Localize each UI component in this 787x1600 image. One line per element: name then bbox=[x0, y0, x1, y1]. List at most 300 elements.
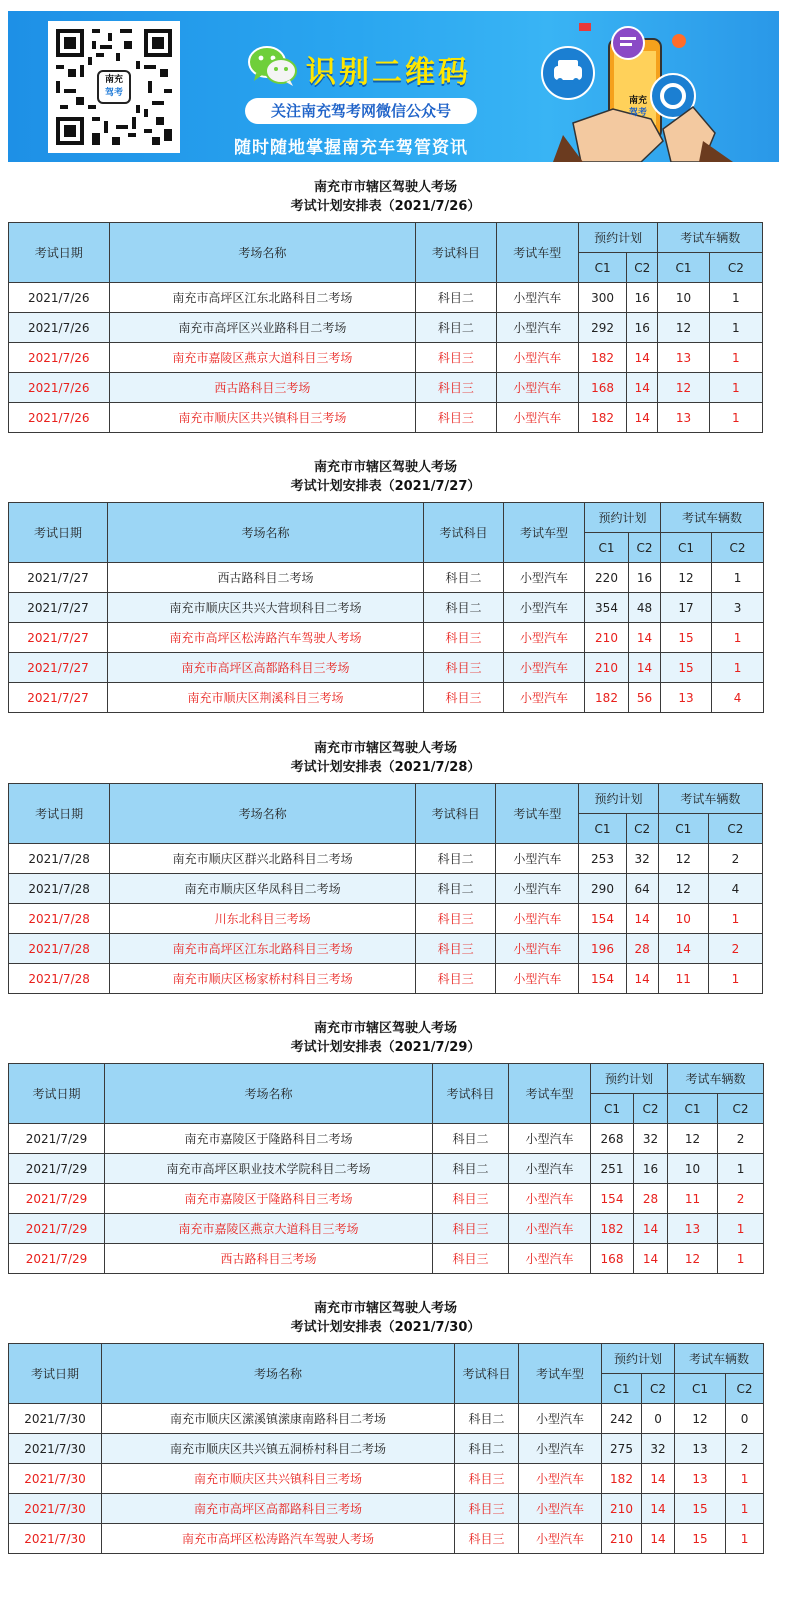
cell-plan-c2: 14 bbox=[626, 904, 658, 934]
cell-plan-c1: 210 bbox=[585, 623, 629, 653]
section-title: 南充市市辖区驾驶人考场 bbox=[313, 741, 457, 756]
cell-venue: 南充市顺庆区华凤科目二考场 bbox=[110, 874, 416, 904]
section-title: 南充市市辖区驾驶人考场 bbox=[313, 1021, 457, 1036]
cell-car-c2: 0 bbox=[726, 1404, 764, 1434]
header-subject: 考试科目 bbox=[433, 1064, 509, 1124]
section-subtitle: 考试计划安排表（2021/7/30） bbox=[290, 1320, 481, 1335]
cell-venue: 南充市嘉陵区燕京大道科目三考场 bbox=[105, 1214, 433, 1244]
header-plan-c2: C2 bbox=[642, 1374, 675, 1404]
section-subtitle: 考试计划安排表（2021/7/26） bbox=[290, 199, 481, 214]
cell-plan-c2: 64 bbox=[626, 874, 658, 904]
header-plan-c2: C2 bbox=[629, 533, 661, 563]
table-row bbox=[9, 283, 763, 313]
schedule-table bbox=[8, 1343, 764, 1554]
cell-subject: 科目三 bbox=[416, 964, 496, 994]
cell-vehicle: 小型汽车 bbox=[496, 313, 578, 343]
cell-date: 2021/7/27 bbox=[9, 653, 108, 683]
header-cars-c1: C1 bbox=[658, 814, 708, 844]
cell-venue: 川东北科目三考场 bbox=[110, 904, 416, 934]
cell-date: 2021/7/29 bbox=[9, 1124, 105, 1154]
cell-car-c2: 1 bbox=[709, 403, 762, 433]
header-date: 考试日期 bbox=[9, 1064, 105, 1124]
table-row bbox=[9, 373, 763, 403]
cell-car-c1: 12 bbox=[675, 1404, 726, 1434]
cell-car-c1: 13 bbox=[668, 1214, 718, 1244]
cell-car-c2: 1 bbox=[718, 1214, 764, 1244]
header-cars: 考试车辆数 bbox=[675, 1344, 764, 1374]
cell-plan-c2: 14 bbox=[634, 1244, 668, 1274]
header-vehicle: 考试车型 bbox=[519, 1344, 602, 1404]
cell-car-c2: 1 bbox=[709, 313, 762, 343]
cell-car-c2: 1 bbox=[709, 283, 762, 313]
cell-subject: 科目三 bbox=[424, 623, 504, 653]
cell-car-c2: 1 bbox=[726, 1464, 764, 1494]
cell-vehicle: 小型汽车 bbox=[509, 1214, 591, 1244]
header-row bbox=[9, 1064, 764, 1094]
cell-car-c1: 15 bbox=[661, 653, 712, 683]
cell-plan-c1: 196 bbox=[579, 934, 626, 964]
table-row bbox=[9, 683, 764, 713]
schedule-section bbox=[8, 1299, 763, 1554]
table-row bbox=[9, 623, 764, 653]
cell-car-c2: 1 bbox=[726, 1494, 764, 1524]
table-row bbox=[9, 1494, 764, 1524]
cell-vehicle: 小型汽车 bbox=[496, 964, 579, 994]
cell-venue: 南充市顺庆区群兴北路科目二考场 bbox=[110, 844, 416, 874]
cell-car-c2: 3 bbox=[712, 593, 764, 623]
cell-date: 2021/7/26 bbox=[9, 313, 110, 343]
header-cars: 考试车辆数 bbox=[658, 784, 762, 814]
table-row bbox=[9, 1524, 764, 1554]
cell-subject: 科目三 bbox=[424, 683, 504, 713]
banner-subtitle: 随时随地掌握南充车驾管资讯 bbox=[234, 138, 468, 158]
qr-code[interactable] bbox=[48, 21, 180, 153]
cell-date: 2021/7/28 bbox=[9, 874, 110, 904]
header-subject: 考试科目 bbox=[416, 784, 496, 844]
cell-subject: 科目二 bbox=[455, 1434, 519, 1464]
phone-illustration bbox=[523, 11, 779, 162]
header-venue: 考场名称 bbox=[105, 1064, 433, 1124]
cell-car-c1: 15 bbox=[675, 1524, 726, 1554]
cell-date: 2021/7/28 bbox=[9, 964, 110, 994]
cell-vehicle: 小型汽车 bbox=[496, 874, 579, 904]
cell-date: 2021/7/29 bbox=[9, 1214, 105, 1244]
cell-venue: 南充市高坪区松涛路汽车驾驶人考场 bbox=[102, 1524, 455, 1554]
cell-car-c1: 12 bbox=[668, 1244, 718, 1274]
cell-venue: 南充市高坪区高都路科目三考场 bbox=[108, 653, 424, 683]
header-cars: 考试车辆数 bbox=[658, 223, 763, 253]
cell-subject: 科目三 bbox=[455, 1524, 519, 1554]
cell-car-c1: 11 bbox=[668, 1184, 718, 1214]
cell-plan-c1: 251 bbox=[591, 1154, 634, 1184]
promo-banner bbox=[8, 11, 779, 162]
cell-date: 2021/7/28 bbox=[9, 934, 110, 964]
cell-plan-c1: 154 bbox=[579, 964, 626, 994]
table-row bbox=[9, 1124, 764, 1154]
header-cars-c2: C2 bbox=[712, 533, 764, 563]
cell-car-c2: 4 bbox=[712, 683, 764, 713]
cell-subject: 科目三 bbox=[433, 1184, 509, 1214]
cell-vehicle: 小型汽车 bbox=[496, 403, 578, 433]
section-title: 南充市市辖区驾驶人考场 bbox=[313, 460, 457, 475]
cell-car-c2: 2 bbox=[718, 1124, 764, 1154]
schedule-table bbox=[8, 502, 764, 713]
cell-car-c2: 1 bbox=[712, 653, 764, 683]
header-subject: 考试科目 bbox=[416, 223, 496, 283]
cell-vehicle: 小型汽车 bbox=[504, 593, 585, 623]
cell-car-c2: 1 bbox=[708, 964, 762, 994]
header-date: 考试日期 bbox=[9, 223, 110, 283]
header-row bbox=[9, 223, 763, 253]
cell-car-c1: 17 bbox=[661, 593, 712, 623]
phone-label-line2: 驾考 bbox=[628, 108, 647, 118]
schedule-table bbox=[8, 783, 763, 994]
phone-label-line1: 南充 bbox=[628, 96, 647, 106]
cell-venue: 南充市高坪区职业技术学院科目二考场 bbox=[105, 1154, 433, 1184]
wechat-icon bbox=[248, 45, 298, 87]
cell-plan-c1: 210 bbox=[602, 1494, 642, 1524]
cell-car-c2: 1 bbox=[712, 563, 764, 593]
cell-venue: 南充市顺庆区共兴镇五洞桥村科目二考场 bbox=[102, 1434, 455, 1464]
cell-plan-c1: 210 bbox=[585, 653, 629, 683]
header-cars-c1: C1 bbox=[658, 253, 709, 283]
header-plan-c1: C1 bbox=[602, 1374, 642, 1404]
cell-plan-c2: 14 bbox=[627, 373, 658, 403]
cell-vehicle: 小型汽车 bbox=[509, 1154, 591, 1184]
table-row bbox=[9, 563, 764, 593]
cell-plan-c2: 14 bbox=[627, 403, 658, 433]
cell-plan-c1: 154 bbox=[579, 904, 626, 934]
cell-car-c2: 1 bbox=[718, 1154, 764, 1184]
header-plan: 预约计划 bbox=[591, 1064, 668, 1094]
cell-vehicle: 小型汽车 bbox=[509, 1124, 591, 1154]
header-cars-c2: C2 bbox=[726, 1374, 764, 1404]
header-plan: 预约计划 bbox=[578, 223, 657, 253]
cell-car-c1: 10 bbox=[658, 283, 709, 313]
cell-vehicle: 小型汽车 bbox=[509, 1244, 591, 1274]
cell-vehicle: 小型汽车 bbox=[496, 904, 579, 934]
header-cars-c2: C2 bbox=[709, 253, 762, 283]
table-row bbox=[9, 1184, 764, 1214]
table-row bbox=[9, 1214, 764, 1244]
header-plan: 预约计划 bbox=[579, 784, 658, 814]
cell-car-c1: 13 bbox=[675, 1464, 726, 1494]
cell-plan-c1: 268 bbox=[591, 1124, 634, 1154]
banner-title: 识别二维码 bbox=[306, 55, 471, 90]
header-date: 考试日期 bbox=[9, 784, 110, 844]
cell-date: 2021/7/26 bbox=[9, 373, 110, 403]
cell-date: 2021/7/27 bbox=[9, 563, 108, 593]
cell-venue: 西古路科目二考场 bbox=[108, 563, 424, 593]
table-row bbox=[9, 1464, 764, 1494]
cell-plan-c1: 182 bbox=[578, 343, 626, 373]
cell-car-c1: 12 bbox=[658, 844, 708, 874]
cell-subject: 科目三 bbox=[433, 1214, 509, 1244]
cell-plan-c2: 32 bbox=[634, 1124, 668, 1154]
header-date: 考试日期 bbox=[9, 503, 108, 563]
cell-subject: 科目三 bbox=[416, 904, 496, 934]
cell-subject: 科目三 bbox=[416, 343, 496, 373]
cell-vehicle: 小型汽车 bbox=[496, 934, 579, 964]
cell-car-c1: 12 bbox=[661, 563, 712, 593]
cell-car-c1: 12 bbox=[658, 313, 709, 343]
cell-vehicle: 小型汽车 bbox=[519, 1494, 602, 1524]
cell-car-c2: 2 bbox=[726, 1434, 764, 1464]
table-row bbox=[9, 934, 763, 964]
qr-logo-line1: 南充 bbox=[104, 75, 123, 85]
cell-subject: 科目三 bbox=[455, 1464, 519, 1494]
cell-plan-c2: 48 bbox=[629, 593, 661, 623]
header-cars-c2: C2 bbox=[708, 814, 762, 844]
cell-plan-c2: 16 bbox=[634, 1154, 668, 1184]
cell-date: 2021/7/26 bbox=[9, 283, 110, 313]
table-row bbox=[9, 844, 763, 874]
cell-plan-c1: 168 bbox=[578, 373, 626, 403]
cell-plan-c1: 182 bbox=[591, 1214, 634, 1244]
header-plan-c2: C2 bbox=[626, 814, 658, 844]
cell-vehicle: 小型汽车 bbox=[496, 343, 578, 373]
cell-subject: 科目二 bbox=[433, 1124, 509, 1154]
table-row bbox=[9, 593, 764, 623]
cell-plan-c2: 56 bbox=[629, 683, 661, 713]
schedule-table bbox=[8, 1063, 764, 1274]
header-vehicle: 考试车型 bbox=[509, 1064, 591, 1124]
cell-plan-c1: 253 bbox=[579, 844, 626, 874]
cell-subject: 科目三 bbox=[416, 373, 496, 403]
cell-vehicle: 小型汽车 bbox=[496, 844, 579, 874]
cell-vehicle: 小型汽车 bbox=[504, 623, 585, 653]
cell-subject: 科目二 bbox=[455, 1404, 519, 1434]
cell-venue: 南充市顺庆区共兴镇科目三考场 bbox=[102, 1464, 455, 1494]
cell-vehicle: 小型汽车 bbox=[519, 1524, 602, 1554]
cell-vehicle: 小型汽车 bbox=[519, 1404, 602, 1434]
cell-plan-c2: 28 bbox=[634, 1184, 668, 1214]
cell-plan-c2: 14 bbox=[642, 1494, 675, 1524]
cell-plan-c2: 32 bbox=[642, 1434, 675, 1464]
cell-car-c2: 1 bbox=[708, 904, 762, 934]
cell-plan-c1: 210 bbox=[602, 1524, 642, 1554]
cell-subject: 科目二 bbox=[433, 1154, 509, 1184]
cell-subject: 科目三 bbox=[416, 403, 496, 433]
cell-subject: 科目二 bbox=[424, 563, 504, 593]
header-venue: 考场名称 bbox=[109, 223, 416, 283]
header-subject: 考试科目 bbox=[424, 503, 504, 563]
cell-car-c1: 12 bbox=[658, 874, 708, 904]
section-title: 南充市市辖区驾驶人考场 bbox=[313, 180, 457, 195]
phone-label bbox=[621, 95, 655, 119]
cell-venue: 南充市顺庆区杨家桥村科目三考场 bbox=[110, 964, 416, 994]
cell-vehicle: 小型汽车 bbox=[496, 373, 578, 403]
cell-venue: 西古路科目三考场 bbox=[105, 1244, 433, 1274]
section-subtitle: 考试计划安排表（2021/7/29） bbox=[290, 1040, 481, 1055]
cell-date: 2021/7/29 bbox=[9, 1154, 105, 1184]
table-row bbox=[9, 653, 764, 683]
schedule-section bbox=[8, 458, 763, 713]
cell-subject: 科目三 bbox=[455, 1494, 519, 1524]
cell-plan-c1: 182 bbox=[602, 1464, 642, 1494]
cell-car-c1: 13 bbox=[658, 403, 709, 433]
header-date: 考试日期 bbox=[9, 1344, 102, 1404]
cell-vehicle: 小型汽车 bbox=[504, 683, 585, 713]
header-vehicle: 考试车型 bbox=[504, 503, 585, 563]
cell-vehicle: 小型汽车 bbox=[519, 1434, 602, 1464]
section-subtitle: 考试计划安排表（2021/7/27） bbox=[290, 479, 481, 494]
cell-plan-c2: 14 bbox=[626, 964, 658, 994]
cell-plan-c2: 14 bbox=[629, 623, 661, 653]
cell-date: 2021/7/30 bbox=[9, 1404, 102, 1434]
table-row bbox=[9, 1404, 764, 1434]
cell-vehicle: 小型汽车 bbox=[519, 1464, 602, 1494]
cell-plan-c1: 354 bbox=[585, 593, 629, 623]
cell-car-c1: 14 bbox=[658, 934, 708, 964]
cell-subject: 科目三 bbox=[424, 653, 504, 683]
cell-car-c2: 1 bbox=[709, 373, 762, 403]
header-venue: 考场名称 bbox=[108, 503, 424, 563]
header-plan-c1: C1 bbox=[585, 533, 629, 563]
header-subject: 考试科目 bbox=[455, 1344, 519, 1404]
qr-logo-line2: 驾考 bbox=[104, 88, 123, 98]
cell-date: 2021/7/28 bbox=[9, 904, 110, 934]
cell-venue: 南充市顺庆区荆溪科目三考场 bbox=[108, 683, 424, 713]
header-plan-c2: C2 bbox=[634, 1094, 668, 1124]
cell-plan-c1: 242 bbox=[602, 1404, 642, 1434]
header-cars-c2: C2 bbox=[718, 1094, 764, 1124]
header-plan-c1: C1 bbox=[578, 253, 626, 283]
header-cars-c1: C1 bbox=[668, 1094, 718, 1124]
schedule-section bbox=[8, 178, 763, 433]
cell-venue: 南充市高坪区江东北路科目三考场 bbox=[110, 934, 416, 964]
cell-subject: 科目二 bbox=[424, 593, 504, 623]
cell-car-c2: 2 bbox=[718, 1184, 764, 1214]
header-plan-c2: C2 bbox=[627, 253, 658, 283]
cell-venue: 南充市嘉陵区于隆路科目二考场 bbox=[105, 1124, 433, 1154]
cell-date: 2021/7/27 bbox=[9, 623, 108, 653]
cell-car-c1: 11 bbox=[658, 964, 708, 994]
cell-car-c2: 2 bbox=[708, 934, 762, 964]
cell-date: 2021/7/29 bbox=[9, 1244, 105, 1274]
qr-center-logo bbox=[97, 70, 131, 104]
cell-car-c2: 1 bbox=[709, 343, 762, 373]
cell-car-c2: 1 bbox=[726, 1524, 764, 1554]
cell-plan-c2: 14 bbox=[642, 1464, 675, 1494]
cell-car-c2: 1 bbox=[718, 1244, 764, 1274]
table-row bbox=[9, 964, 763, 994]
cell-plan-c1: 220 bbox=[585, 563, 629, 593]
header-vehicle: 考试车型 bbox=[496, 223, 578, 283]
cell-date: 2021/7/30 bbox=[9, 1434, 102, 1464]
cell-plan-c2: 14 bbox=[627, 343, 658, 373]
table-row bbox=[9, 874, 763, 904]
cell-vehicle: 小型汽车 bbox=[496, 283, 578, 313]
cell-venue: 南充市嘉陵区于隆路科目三考场 bbox=[105, 1184, 433, 1214]
table-row bbox=[9, 403, 763, 433]
cell-car-c1: 13 bbox=[658, 343, 709, 373]
cell-plan-c2: 32 bbox=[626, 844, 658, 874]
header-venue: 考场名称 bbox=[102, 1344, 455, 1404]
cell-car-c1: 13 bbox=[661, 683, 712, 713]
cell-date: 2021/7/26 bbox=[9, 343, 110, 373]
cell-vehicle: 小型汽车 bbox=[504, 653, 585, 683]
cell-date: 2021/7/29 bbox=[9, 1184, 105, 1214]
banner-pill: 关注南充驾考网微信公众号 bbox=[245, 98, 477, 124]
schedule-table bbox=[8, 222, 763, 433]
header-plan: 预约计划 bbox=[602, 1344, 675, 1374]
header-venue: 考场名称 bbox=[110, 784, 416, 844]
cell-plan-c2: 0 bbox=[642, 1404, 675, 1434]
cell-plan-c1: 275 bbox=[602, 1434, 642, 1464]
cell-car-c1: 12 bbox=[668, 1124, 718, 1154]
header-row bbox=[9, 1344, 764, 1374]
header-cars-c1: C1 bbox=[661, 533, 712, 563]
cell-venue: 南充市顺庆区潆溪镇潆康南路科目二考场 bbox=[102, 1404, 455, 1434]
cell-car-c1: 12 bbox=[658, 373, 709, 403]
cell-vehicle: 小型汽车 bbox=[504, 563, 585, 593]
cell-car-c2: 2 bbox=[708, 844, 762, 874]
cell-car-c1: 15 bbox=[661, 623, 712, 653]
cell-plan-c1: 300 bbox=[578, 283, 626, 313]
cell-vehicle: 小型汽车 bbox=[509, 1184, 591, 1214]
cell-plan-c1: 182 bbox=[585, 683, 629, 713]
cell-subject: 科目二 bbox=[416, 283, 496, 313]
header-cars: 考试车辆数 bbox=[661, 503, 764, 533]
header-plan-c1: C1 bbox=[591, 1094, 634, 1124]
cell-venue: 南充市顺庆区共兴大营坝科目二考场 bbox=[108, 593, 424, 623]
cell-subject: 科目二 bbox=[416, 313, 496, 343]
cell-venue: 南充市嘉陵区燕京大道科目三考场 bbox=[109, 343, 416, 373]
cell-venue: 南充市高坪区松涛路汽车驾驶人考场 bbox=[108, 623, 424, 653]
table-row bbox=[9, 1244, 764, 1274]
cell-date: 2021/7/28 bbox=[9, 844, 110, 874]
cell-car-c2: 1 bbox=[712, 623, 764, 653]
section-subtitle: 考试计划安排表（2021/7/28） bbox=[290, 760, 481, 775]
cell-plan-c2: 14 bbox=[629, 653, 661, 683]
cell-venue: 南充市高坪区高都路科目三考场 bbox=[102, 1494, 455, 1524]
cell-plan-c1: 154 bbox=[591, 1184, 634, 1214]
schedule-section bbox=[8, 739, 763, 994]
cell-plan-c2: 28 bbox=[626, 934, 658, 964]
cell-plan-c1: 290 bbox=[579, 874, 626, 904]
cell-plan-c1: 168 bbox=[591, 1244, 634, 1274]
header-vehicle: 考试车型 bbox=[496, 784, 579, 844]
cell-venue: 西古路科目三考场 bbox=[109, 373, 416, 403]
header-row bbox=[9, 503, 764, 533]
cell-date: 2021/7/30 bbox=[9, 1494, 102, 1524]
cell-car-c1: 10 bbox=[658, 904, 708, 934]
table-row bbox=[9, 1154, 764, 1184]
cell-date: 2021/7/27 bbox=[9, 593, 108, 623]
schedule-section bbox=[8, 1019, 763, 1274]
cell-date: 2021/7/27 bbox=[9, 683, 108, 713]
table-row bbox=[9, 313, 763, 343]
cell-date: 2021/7/30 bbox=[9, 1524, 102, 1554]
cell-subject: 科目二 bbox=[416, 874, 496, 904]
cell-plan-c2: 14 bbox=[634, 1214, 668, 1244]
cell-plan-c2: 16 bbox=[629, 563, 661, 593]
cell-car-c2: 4 bbox=[708, 874, 762, 904]
cell-date: 2021/7/26 bbox=[9, 403, 110, 433]
cell-subject: 科目二 bbox=[416, 844, 496, 874]
header-row bbox=[9, 784, 763, 814]
cell-car-c1: 10 bbox=[668, 1154, 718, 1184]
header-plan: 预约计划 bbox=[585, 503, 661, 533]
cell-subject: 科目三 bbox=[433, 1244, 509, 1274]
cell-subject: 科目三 bbox=[416, 934, 496, 964]
cell-plan-c1: 292 bbox=[578, 313, 626, 343]
cell-plan-c2: 14 bbox=[642, 1524, 675, 1554]
header-plan-c1: C1 bbox=[579, 814, 626, 844]
cell-date: 2021/7/30 bbox=[9, 1464, 102, 1494]
cell-plan-c1: 182 bbox=[578, 403, 626, 433]
